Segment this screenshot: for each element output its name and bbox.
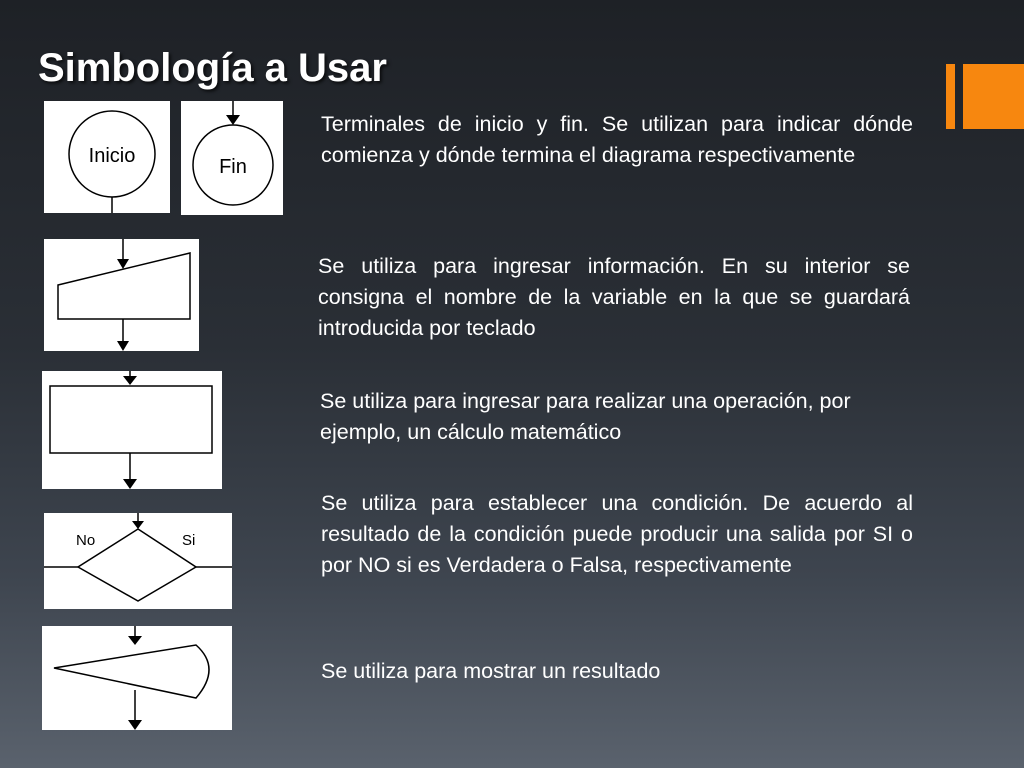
start-terminal-diagram	[44, 101, 170, 213]
output-diagram	[42, 626, 232, 730]
accent-bar-thick	[963, 64, 1024, 129]
start-label: Inicio	[88, 145, 136, 167]
slide-title: Simbología a Usar	[38, 46, 387, 90]
output-description: Se utiliza para mostrar un resultado	[321, 659, 661, 683]
end-terminal-diagram	[181, 101, 283, 215]
process-symbol	[42, 371, 222, 489]
start-terminal-symbol	[44, 101, 170, 213]
input-symbol	[44, 239, 199, 351]
decision-description: Se utiliza para establecer una condición. De acuerdo al resultado de la condición puede producir una salida por SI o por NO si es Verdadera o Falsa, respectivamente	[321, 491, 913, 577]
decision-yes-label: Si	[182, 532, 196, 549]
decision-diamond	[78, 529, 196, 601]
output-exit-arrow	[128, 720, 142, 730]
process-description: Se utiliza para ingresar para realizar una operación, por ejemplo, un cálculo matemático	[320, 389, 851, 444]
output-entry-arrow	[128, 636, 142, 645]
input-diagram	[44, 239, 199, 351]
end-entry-arrow	[226, 115, 240, 125]
end-terminal-symbol	[181, 101, 283, 215]
decision-no-label: No	[76, 532, 96, 549]
end-label: Fin	[219, 156, 247, 178]
output-display-shape	[54, 645, 209, 698]
input-exit-arrow	[117, 341, 129, 351]
decision-entry-arrow	[132, 521, 144, 529]
output-symbol	[42, 626, 232, 730]
process-diagram	[42, 371, 222, 489]
accent-bar-thin	[946, 64, 955, 129]
terminal-description: Terminales de inicio y fin. Se utilizan para indicar dónde comienza y dónde termina el diagrama respectivamente	[321, 112, 913, 167]
process-entry-arrow	[123, 376, 137, 385]
decision-diagram	[44, 513, 232, 609]
process-rectangle	[50, 386, 212, 453]
input-description: Se utiliza para ingresar información. En su interior se consigna el nombre de la variable en la que se guardará introducida por teclado	[318, 254, 910, 340]
process-exit-arrow	[123, 479, 137, 489]
decision-symbol	[44, 513, 232, 609]
